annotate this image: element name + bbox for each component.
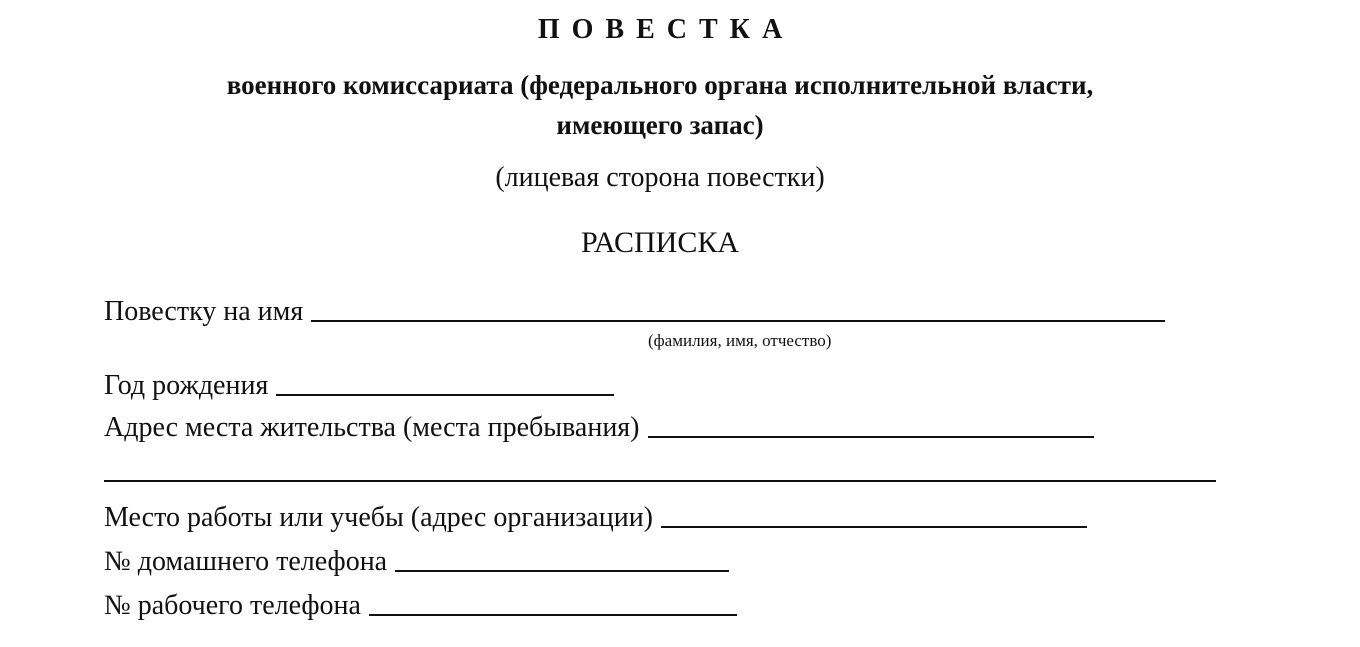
receipt-heading: РАСПИСКА	[580, 226, 740, 259]
name-row	[104, 288, 1165, 328]
name-label: Повестку на имя	[104, 296, 304, 327]
workplace-input-line[interactable]	[661, 526, 1087, 528]
face-side-note: (лицевая сторона повестки)	[495, 162, 825, 193]
name-hint: (фамилия, имя, отчество)	[648, 331, 832, 350]
name-input-line[interactable]	[311, 320, 1165, 322]
address-row	[104, 404, 1094, 444]
address-continuation-line[interactable]	[104, 480, 1216, 482]
home-phone-input-line[interactable]	[395, 570, 729, 572]
work-phone-input-line[interactable]	[369, 614, 737, 616]
home-phone-label: № домашнего телефона	[104, 546, 388, 577]
document-title: ПОВЕСТКА	[537, 14, 795, 45]
work-phone-row	[104, 582, 737, 622]
workplace-row	[104, 494, 1087, 534]
birth-year-label: Год рождения	[104, 370, 269, 401]
birth-year-input-line[interactable]	[276, 394, 614, 396]
address-label: Адрес места жительства (места пребывания)	[104, 412, 640, 443]
birth-year-row	[104, 362, 614, 402]
home-phone-row	[104, 538, 729, 578]
address-input-line[interactable]	[648, 436, 1094, 438]
document-subtitle-line1: военного комиссариата (федерального органа исполнительной власти,	[226, 70, 1094, 100]
document-subtitle-line2: имеющего запас)	[556, 110, 764, 140]
work-phone-label: № рабочего телефона	[104, 590, 361, 621]
workplace-label: Место работы или учебы (адрес организации)	[104, 502, 654, 533]
